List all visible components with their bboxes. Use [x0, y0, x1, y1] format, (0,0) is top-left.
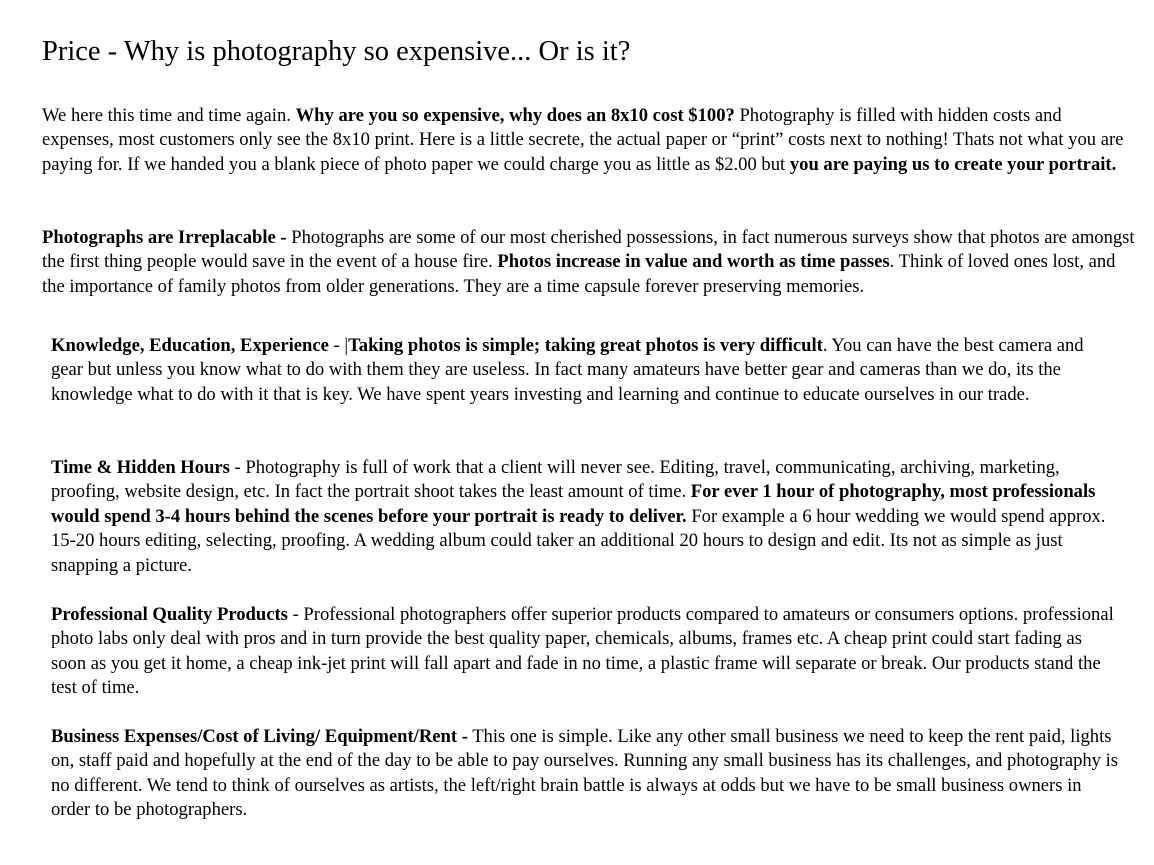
intro-bold-question: Why are you so expensive, why does an 8x10 cost $100? — [295, 105, 735, 126]
knowledge-text-1: - | — [328, 335, 349, 356]
hidden-hours-text-1: - Photography is full of work that a client will never see. Editing, travel, communicating, archiving, marketing, proofing, website design, etc. In fact the portrait shoot takes the least amount of time. — [51, 457, 1060, 503]
quality-text-1: - Professional photographers offer superior products compared to amateurs or consumers options. professional photo labs only deal with pros and in turn provide the best quality paper, chemicals, albums, frames etc. A cheap print could start fading as soon as you get it home, a cheap ink-jet print will fall apart and fade in no time, a plastic frame will separate or break. Our products stand the test of time. — [51, 604, 1114, 699]
hidden-hours-heading: Time & Hidden Hours — [51, 457, 230, 478]
knowledge-bold-statement: Taking photos is simple; taking great photos is very difficult — [348, 335, 823, 356]
quality-paragraph — [51, 603, 1117, 701]
irreplaceable-heading: Photographs are Irreplacable - — [42, 227, 287, 248]
page-title: Price - Why is photography so expensive... Or is it? — [42, 36, 631, 67]
hidden-hours-paragraph — [51, 456, 1129, 578]
business-text-1: This one is simple. Like any other small business we need to keep the rent paid, lights on, staff paid and hopefully at the end of the day to be able to pay ourselves. Running any small business has its challenges, and photography is no different. We tend to think of ourselves as artists, the left/right brain battle is always at odds but we have to be small business owners in order to be photographers. — [51, 726, 1119, 821]
business-paragraph — [51, 725, 1121, 823]
business-heading: Business Expenses/Cost of Living/ Equipment/Rent - — [51, 726, 468, 747]
intro-paragraph — [42, 104, 1138, 177]
knowledge-heading: Knowledge, Education, Experience — [51, 335, 329, 356]
irreplaceable-text-1: Photographs are some of our most cherished possessions, in fact numerous surveys show that photos are amongst the first thing people would save in the event of a house fire. — [42, 227, 1135, 273]
quality-heading: Professional Quality Products — [51, 604, 288, 625]
intro-text-1: We here this time and time again. — [42, 105, 296, 126]
intro-bold-conclusion: you are paying us to create your portrait. — [789, 153, 1117, 175]
knowledge-paragraph — [51, 334, 1113, 407]
knowledge-text-2: . You can have the best camera and gear but unless you know what to do with them they are useless. In fact many amateurs have better gear and cameras than we do, its the knowledge what to do with it that is key. We have spent years investing and learning and continue to educate ourselves in our trade. — [51, 335, 1084, 405]
hidden-hours-bold-statement: For ever 1 hour of photography, most professionals would spend 3-4 hours behind the scenes before your portrait is ready to deliver. — [51, 481, 1096, 527]
irreplaceable-paragraph — [42, 226, 1140, 299]
irreplaceable-text-2: . Think of loved ones lost, and the importance of family photos from older generations. They are a time capsule forever preserving memories. — [42, 251, 1116, 297]
intro-text-2: Photography is filled with hidden costs and expenses, most customers only see the 8x10 print. Here is a little secrete, the actual paper or “print” costs next to nothing! Thats not what you are paying for. If we handed you a blank piece of photo paper we could charge you as little as $2.00 but — [42, 105, 1124, 175]
hidden-hours-text-2: For example a 6 hour wedding we would spend approx. 15-20 hours editing, selecting, proofing. A wedding album could taker an additional 20 hours to design and edit. Its not as simple as just snapping a picture. — [51, 505, 1106, 576]
irreplaceable-bold-value: Photos increase in value and worth as time passes — [497, 251, 890, 273]
